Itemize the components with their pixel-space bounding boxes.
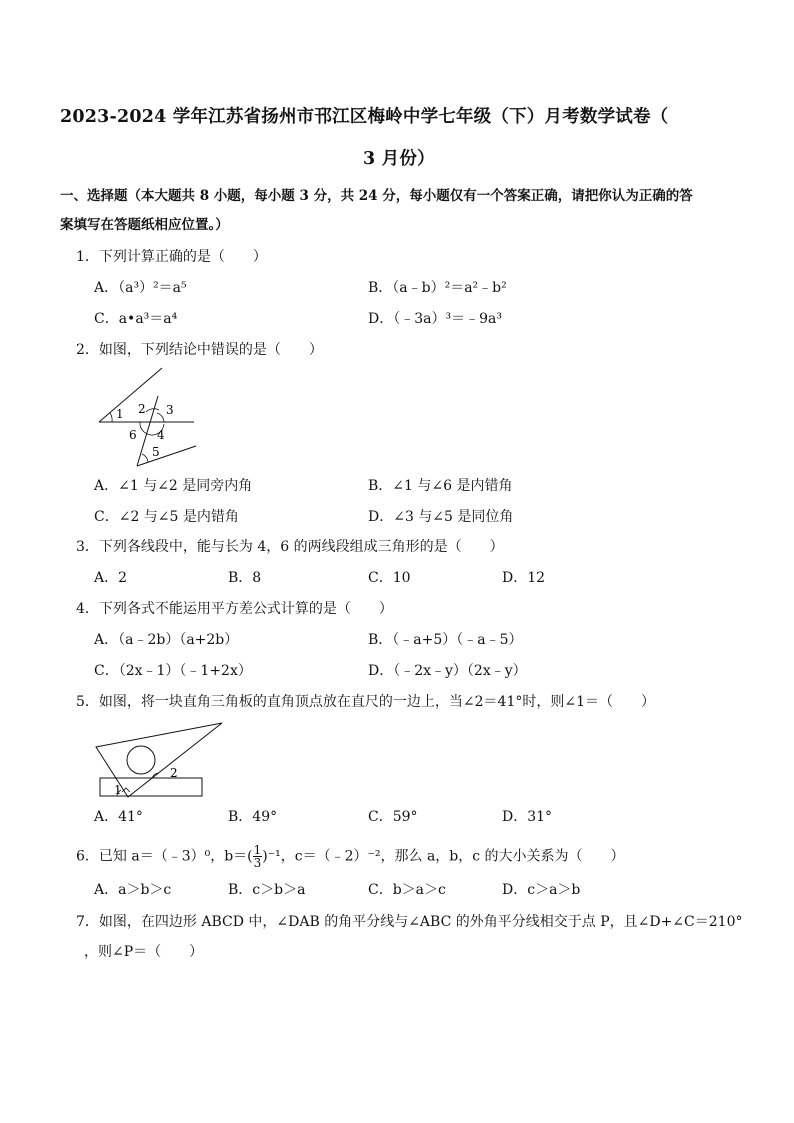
section-heading-line2: 案填写在答题纸相应位置。） [60,217,229,233]
question-6-option-c: C．b＞a＞c [368,882,446,898]
question-3-option-c: C．10 [368,570,411,586]
question-5-stem: 5．如图，将一块直角三角板的直角顶点放在直尺的一边上，当∠2＝41°时，则∠1＝（ ） [76,694,655,710]
question-1-option-a: A．（a³）²＝a⁵ [94,280,187,296]
angle-label-1: 1 [114,783,122,797]
exam-title-line2: 3 月份） [363,149,435,169]
question-5-option-a: A．41° [94,809,143,825]
question-3-stem: 3．下列各线段中，能与长为 4，6 的两线段组成三角形的是（ ） [76,539,504,555]
fraction-numerator: 1 [253,843,262,857]
question-2-option-c: C．∠2 与∠5 是内错角 [94,509,239,525]
question-6-option-a: A．a＞b＞c [94,882,172,898]
question-2-figure [90,362,200,470]
question-6-stem [76,844,625,869]
question-6-option-d: D．c＞a＞b [502,882,581,898]
question-1-option-c: C．a•a³＝a⁴ [94,311,178,327]
question-1-option-b: B．（a﹣b）²＝a²﹣b² [368,280,507,296]
question-7-stem-line1: 7．如图，在四边形 ABCD 中，∠DAB 的角平分线与∠ABC 的外角平分线相交于点 P，且∠D+∠C＝210° [76,914,743,930]
angle-label-2: 2 [138,402,146,416]
question-6-stem-part2: )⁻¹，c＝（﹣2）⁻²，那么 a，b，c 的大小关系为（ ） [262,848,625,865]
question-3-option-d: D．12 [502,570,546,586]
angle-label-3: 3 [166,403,174,417]
question-5-option-d: D．31° [502,809,553,825]
question-4-option-c: C．（2x﹣1）（﹣1+2x） [94,663,252,679]
question-1-stem: 1．下列计算正确的是（ ） [76,249,267,265]
question-5-option-b: B．49° [228,809,278,825]
question-4-option-a: A．（a﹣2b）（a+2b） [94,632,239,648]
question-2-stem: 2．如图，下列结论中错误的是（ ） [76,342,323,358]
question-6-option-b: B．c＞b＞a [228,882,306,898]
exam-title-line1: 2023-2024 学年江苏省扬州市邗江区梅岭中学七年级（下）月考数学试卷（ [60,107,669,127]
question-1-option-d: D．（﹣3a）³＝﹣9a³ [368,311,502,327]
angle-label-1: 1 [116,407,124,421]
question-2-option-a: A．∠1 与∠2 是同旁内角 [94,478,253,494]
question-5-option-c: C．59° [368,809,418,825]
fraction [253,844,263,869]
question-4-stem: 4．下列各式不能运用平方差公式计算的是（ ） [76,601,393,617]
angle-label-2: 2 [170,766,178,780]
question-4-option-d: D．（﹣2x﹣y）（2x﹣y） [368,663,527,679]
question-3-option-b: B．8 [228,570,262,586]
section-heading-line1: 一、选择题（本大题共 8 小题，每小题 3 分，共 24 分，每小题仅有一个答案正确，请把你认为正确的答 [60,188,693,204]
fraction-denominator: 3 [253,856,262,870]
question-7-stem-line2: ，则∠P＝（ ） [84,944,204,960]
angle-label-4: 4 [157,428,165,442]
question-6-stem-part1: 6．已知 a＝（﹣3）⁰，b＝( [76,848,253,865]
angle-label-6: 6 [129,428,137,442]
angle-label-5: 5 [152,445,160,459]
question-5-figure [90,716,230,802]
question-4-option-b: B．（﹣a+5）（﹣a﹣5） [368,632,523,648]
question-2-option-b: B．∠1 与∠6 是内错角 [368,478,513,494]
question-2-option-d: D．∠3 与∠5 是同位角 [368,509,514,525]
question-3-option-a: A．2 [94,570,128,586]
